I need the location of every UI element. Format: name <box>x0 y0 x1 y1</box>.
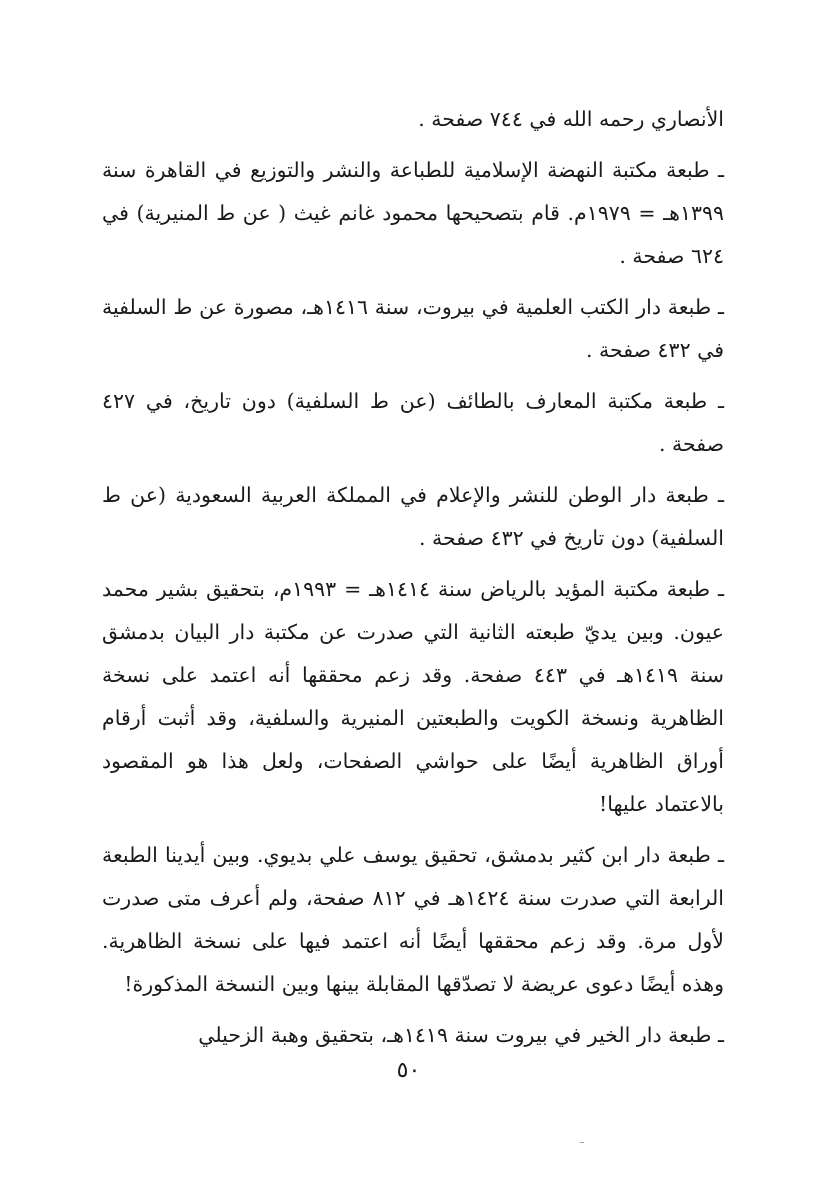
paragraph-5: ـ طبعة دار الوطن للنشر والإعلام في المملكة العربية السعودية (عن ط السلفية) دون تاريخ في ٤٣٢ صفحة . <box>102 483 724 550</box>
paragraph-1: الأنصاري رحمه الله في ٧٤٤ صفحة . <box>418 107 724 131</box>
scan-speck <box>580 1142 584 1143</box>
paragraph-6: ـ طبعة مكتبة المؤيد بالرياض سنة ١٤١٤هـ = ١٩٩٣م، بتحقيق بشير محمد عيون. وبين يديّ طبعته الثانية التي صدرت عن مكتبة دار البيان بدمشق سنة ١٤١٩هـ في ٤٤٣ صفحة. وقد زعم محققها أنه اعتمد على نسخة الظاهرية ونسخة الكويت والطبعتين المنيرية والسلفية، وقد أثبت أرقام أوراق الظاهرية أيضًا على حواشي الصفحات، ولعل هذا هو المقصود بالاعتماد عليها! <box>102 577 724 816</box>
paragraph-8: ـ طبعة دار الخير في بيروت سنة ١٤١٩هـ، بتحقيق وهبة الزحيلي <box>198 1023 724 1047</box>
paragraph-4: ـ طبعة مكتبة المعارف بالطائف (عن ط السلفية) دون تاريخ، في ٤٢٧ صفحة . <box>102 389 724 456</box>
body-text <box>102 98 724 1065</box>
paragraph-2: ـ طبعة مكتبة النهضة الإسلامية للطباعة والنشر والتوزيع في القاهرة سنة ١٣٩٩هـ = ١٩٧٩م. قام بتصحيحها محمود غانم غيث ( عن ط المنيرية) في ٦٢٤ صفحة . <box>102 158 724 268</box>
page-number: ٥٠ <box>396 1058 421 1083</box>
paragraph-3: ـ طبعة دار الكتب العلمية في بيروت، سنة ١٤١٦هـ، مصورة عن ط السلفية في ٤٣٢ صفحة . <box>102 295 724 362</box>
paragraph-7: ـ طبعة دار ابن كثير بدمشق، تحقيق يوسف علي بديوي. وبين أيدينا الطبعة الرابعة التي صدرت سنة ١٤٢٤هـ في ٨١٢ صفحة، ولم أعرف متى صدرت لأول مرة. وقد زعم محققها أيضًا أنه اعتمد فيها على نسخة الظاهرية. وهذه أيضًا دعوى عريضة لا تصدّقها المقابلة بينها وبين النسخة المذكورة! <box>102 843 724 996</box>
